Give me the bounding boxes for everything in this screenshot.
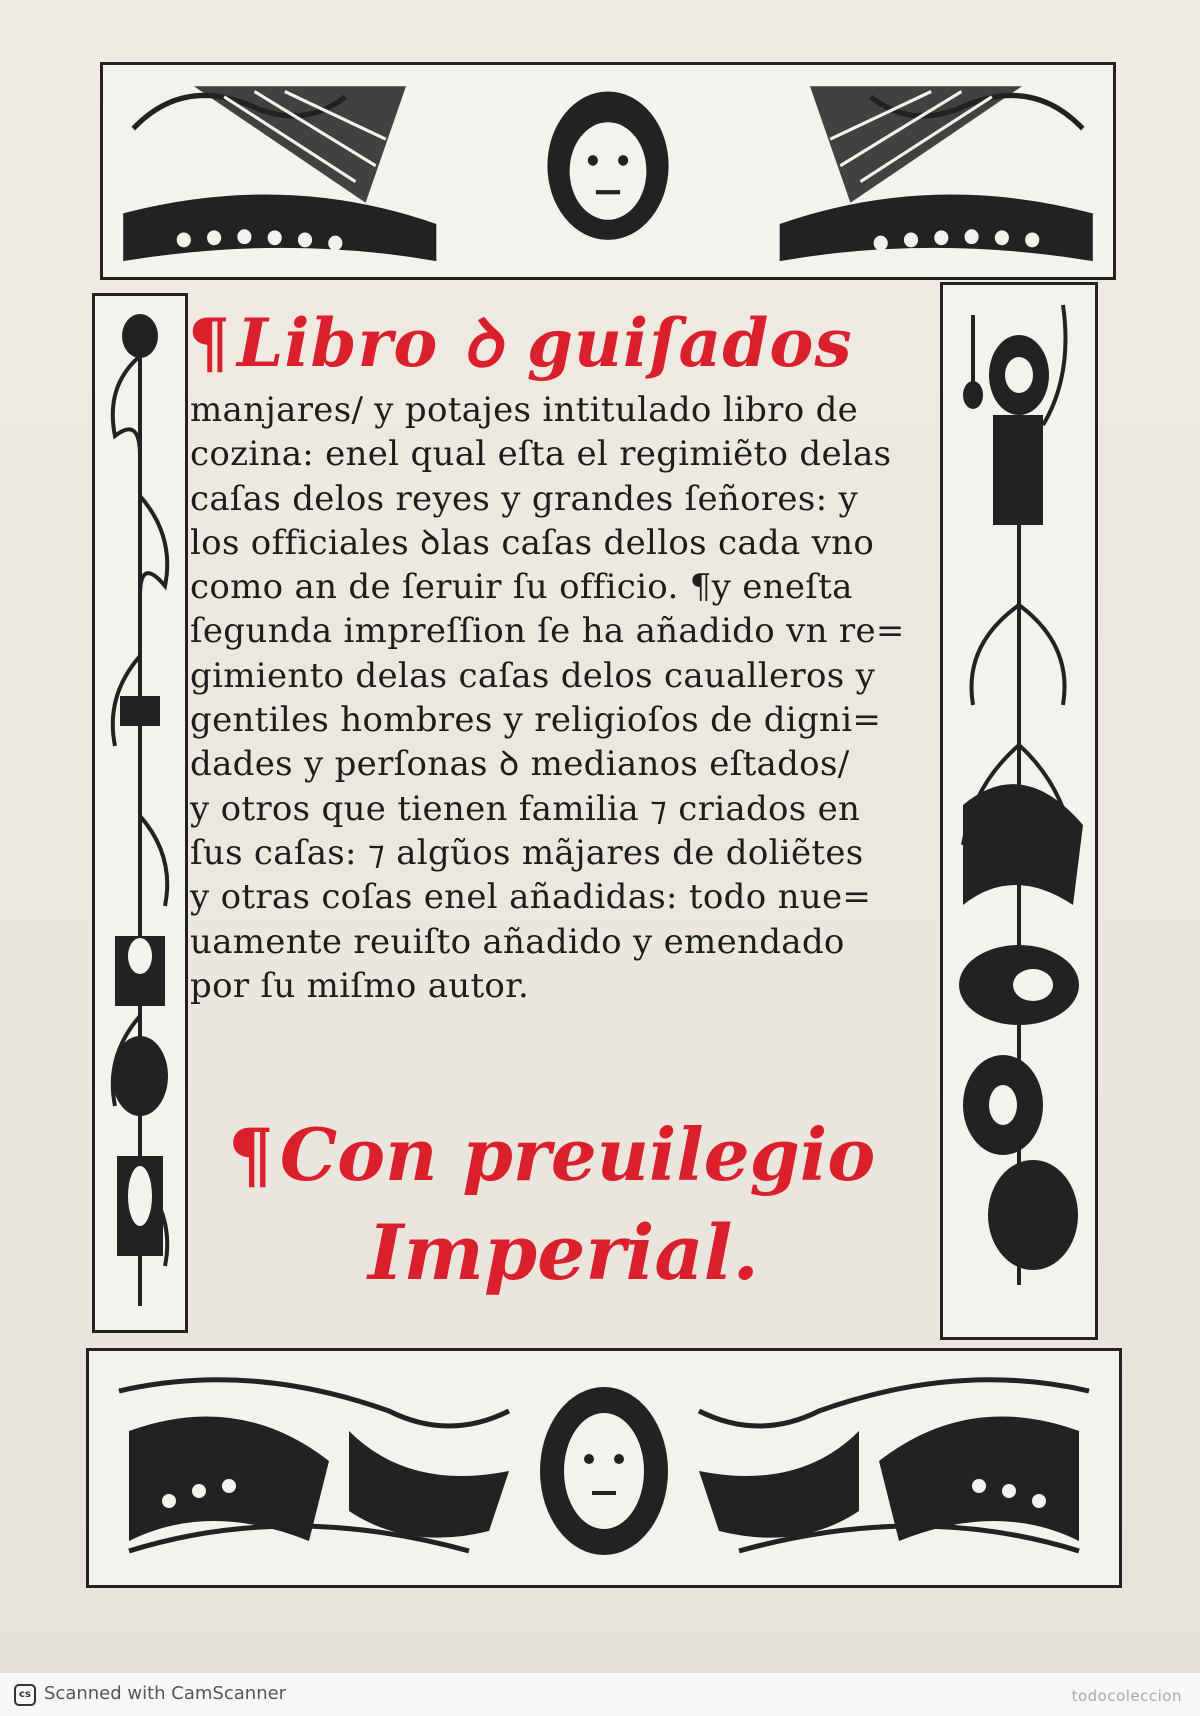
privilege-text: Con preuilegio bbox=[279, 1112, 876, 1197]
pilcrow-mark: ¶ bbox=[188, 304, 231, 382]
description-line: los officiales ꝺlas caſas dellos cada vno bbox=[190, 522, 875, 563]
description-line: y otras coſas enel añadidas: todo nue= bbox=[190, 877, 872, 918]
description-line: cozina: enel qual eſta el regimiẽto delas bbox=[190, 434, 892, 475]
bottom-woodcut-border bbox=[86, 1348, 1122, 1588]
description-line: ſus caſas: ⁊ algũos mãjares de doliẽtes bbox=[190, 832, 864, 873]
description-line: caſas delos reyes y grandes ſeñores: y bbox=[190, 478, 858, 519]
title-description bbox=[190, 388, 936, 1008]
book-title-text: Libro ꝺ guiſados bbox=[237, 304, 853, 382]
description-line: dades y perſonas ꝺ medianos eſtados/ bbox=[190, 744, 850, 785]
description-line: uamente reuiſto añadido y emendado bbox=[190, 921, 845, 962]
description-line: y otros que tienen familia ⁊ criados en bbox=[190, 788, 861, 829]
book-title bbox=[188, 296, 934, 386]
description-line: gentiles hombres y religioſos de digni= bbox=[190, 700, 882, 741]
description-line: gimiento delas caſas delos caualleros y bbox=[190, 655, 876, 696]
camscanner-logo-icon: cs bbox=[14, 1684, 36, 1706]
left-woodcut-border bbox=[92, 293, 188, 1333]
scanner-footer bbox=[0, 1672, 1200, 1716]
privilege-line-2: Imperial. bbox=[368, 1208, 759, 1297]
description-line: como an de ſeruir ſu officio. ¶y eneſta bbox=[190, 567, 853, 608]
description-line: por ſu miſmo autor. bbox=[190, 965, 530, 1006]
description-line: ſegunda impreſſion ſe ha añadido vn re= bbox=[190, 611, 905, 652]
camscanner-label: Scanned with CamScanner bbox=[44, 1683, 287, 1704]
privilege-line-1 bbox=[228, 1112, 928, 1197]
todocoleccion-watermark: todocoleccion bbox=[1071, 1687, 1182, 1705]
description-line: manjares/ y potajes intitulado libro de bbox=[190, 390, 859, 430]
top-woodcut-border bbox=[100, 62, 1116, 280]
right-woodcut-border bbox=[940, 282, 1098, 1340]
title-page-text bbox=[188, 290, 934, 1340]
pilcrow-mark: ¶ bbox=[228, 1112, 274, 1197]
